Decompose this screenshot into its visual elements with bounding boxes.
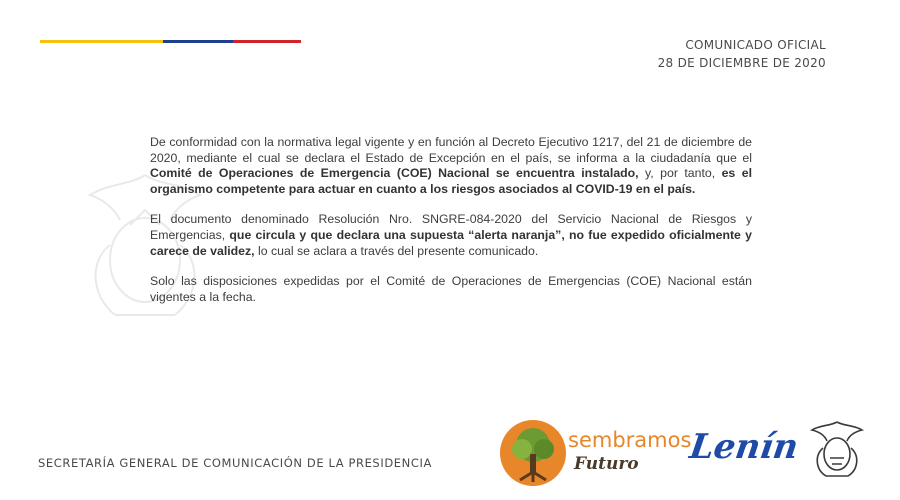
sembramos-text: sembramos <box>568 428 692 452</box>
flag-red-segment <box>233 40 301 43</box>
flag-yellow-segment <box>40 40 163 43</box>
sembramos-futuro-logo <box>498 418 692 488</box>
lenin-logo <box>687 425 801 480</box>
document-date: 28 DE DICIEMBRE DE 2020 <box>657 56 826 70</box>
paragraph-1: De conformidad con la normativa legal vigente y en función al Decreto Ejecutivo 1217, del 21 de diciembre de 2020, mediante el cual se declara el Estado de Excepción en el país, se informa a la ciudadanía que el Comité de Operaciones de Emergencia (COE) Nacional se encuentra instalado, y, por tanto, es el organismo competente para actuar en cuanto a los riesgos asociados al COVID-19 en el país. <box>150 135 752 196</box>
tree-icon <box>498 418 568 488</box>
futuro-text: Futuro <box>574 454 639 474</box>
statement-body <box>150 135 752 320</box>
flag-blue-segment <box>163 40 233 43</box>
document-title: COMUNICADO OFICIAL <box>685 38 826 52</box>
coat-of-arms-icon <box>808 418 866 480</box>
header-block <box>658 36 826 72</box>
lenin-text: Lenín <box>687 427 801 467</box>
flag-color-bar <box>40 40 301 43</box>
paragraph-3: Solo las disposiciones expedidas por el Comité de Operaciones de Emergencias (COE) Nacional están vigentes a la fecha. <box>150 274 752 304</box>
paragraph-2: El documento denominado Resolución Nro. SNGRE-084-2020 del Servicio Nacional de Riesgos y Emergencias, que circula y que declara una supuesta “alerta naranja”, no fue expedido oficialmente y carece de validez, lo cual se aclara a través del presente comunicado. <box>150 212 752 258</box>
footer-institution: SECRETARÍA GENERAL DE COMUNICACIÓN DE LA PRESIDENCIA <box>38 456 432 470</box>
